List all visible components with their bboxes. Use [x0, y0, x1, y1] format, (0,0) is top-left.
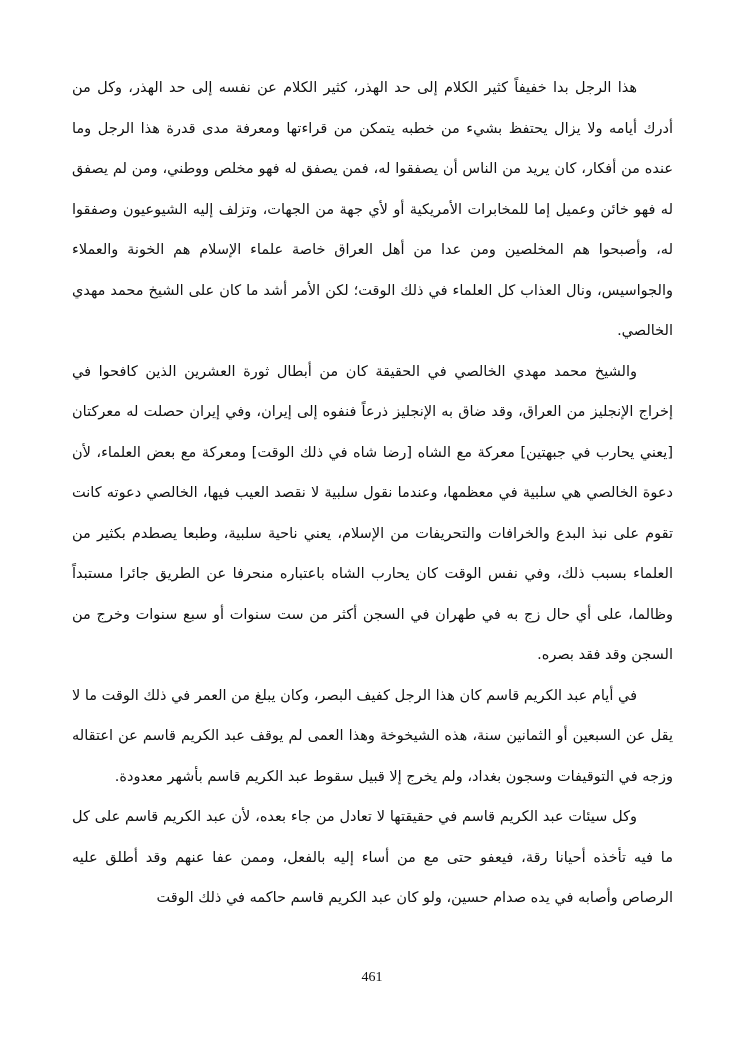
- paragraph-3: في أيام عبد الكريم قاسم كان هذا الرجل كفيف البصر، وكان يبلغ من العمر في ذلك الوقت ما لا يقل عن السبعين أو الثمانين سنة، هذه الشيخوخة وهذا العمى لم يوقف عبد الكريم قاسم عن اعتقاله وزجه في التوقيفات وسجون بغداد، ولم يخرج إلا قبيل سقوط عبد الكريم قاسم بأشهر معدودة.: [72, 687, 673, 785]
- paragraph-4: وكل سيئات عبد الكريم قاسم في حقيقتها لا تعادل من جاء بعده، لأن عبد الكريم قاسم على كل ما فيه تأخذه أحيانا رقة، فيعفو حتى مع من أساء إليه بالفعل، وممن عفا عنهم وقد أطلق عليه الرصاص وأصابه في يده صدام حسين، ولو كان عبد الكريم قاسم حاكمه في ذلك الوقت: [72, 809, 673, 906]
- body-text: [72, 68, 673, 919]
- paragraph-2: والشيخ محمد مهدي الخالصي في الحقيقة كان من أبطال ثورة العشرين الذين كافحوا في إخراج الإنجليز من العراق، وقد ضاق به الإنجليز ذرعاً فنفوه إلى إيران، وفي إيران حصلت له معركتان [يعني يحارب في جبهتين] معركة مع الشاه [رضا شاه في ذلك الوقت] ومعركة مع بعض العلماء، لأن دعوة الخالصي هي سلبية في معظمها، وعندما نقول سلبية لا نقصد العيب فيها، الخالصي دعوته كانت تقوم على نبذ البدع والخرافات والتحريفات من الإسلام، يعني ناحية سلبية، وطبعا يصطدم بكثير من العلماء بسبب ذلك، وفي نفس الوقت كان يحارب الشاه باعتباره منحرفا عن الطريق جائرا مستبداً وظالما، على أي حال زج به في طهران في السجن أكثر من ست سنوات أو سبع سنوات وخرج من السجن وقد فقد بصره.: [72, 363, 673, 663]
- paragraph-1: هذا الرجل بدا خفيفاً كثير الكلام إلى حد الهذر، كثير الكلام عن نفسه إلى حد الهذر، وكل من أدرك أيامه ولا يزال يحتفظ بشيء من خطبه يتمكن من قراءتها ومعرفة مدى قدرة هذا الرجل وما عنده من أفكار، كان يريد من الناس أن يصفقوا له، فمن يصفق له فهو مخلص ووطني، ومن لم يصفق له فهو خائن وعميل إما للمخابرات الأمريكية أو لأي جهة من الجهات، وتزلف إليه الشيوعيون وصفقوا له، وأصبحوا هم المخلصين ومن عدا من أهل العراق خاصة علماء الإسلام هم الخونة والعملاء والجواسيس، ونال العذاب كل العلماء في ذلك الوقت؛ لكن الأمر أشد ما كان على الشيخ محمد مهدي الخالصي.: [72, 80, 673, 339]
- page-number: 461: [361, 970, 383, 985]
